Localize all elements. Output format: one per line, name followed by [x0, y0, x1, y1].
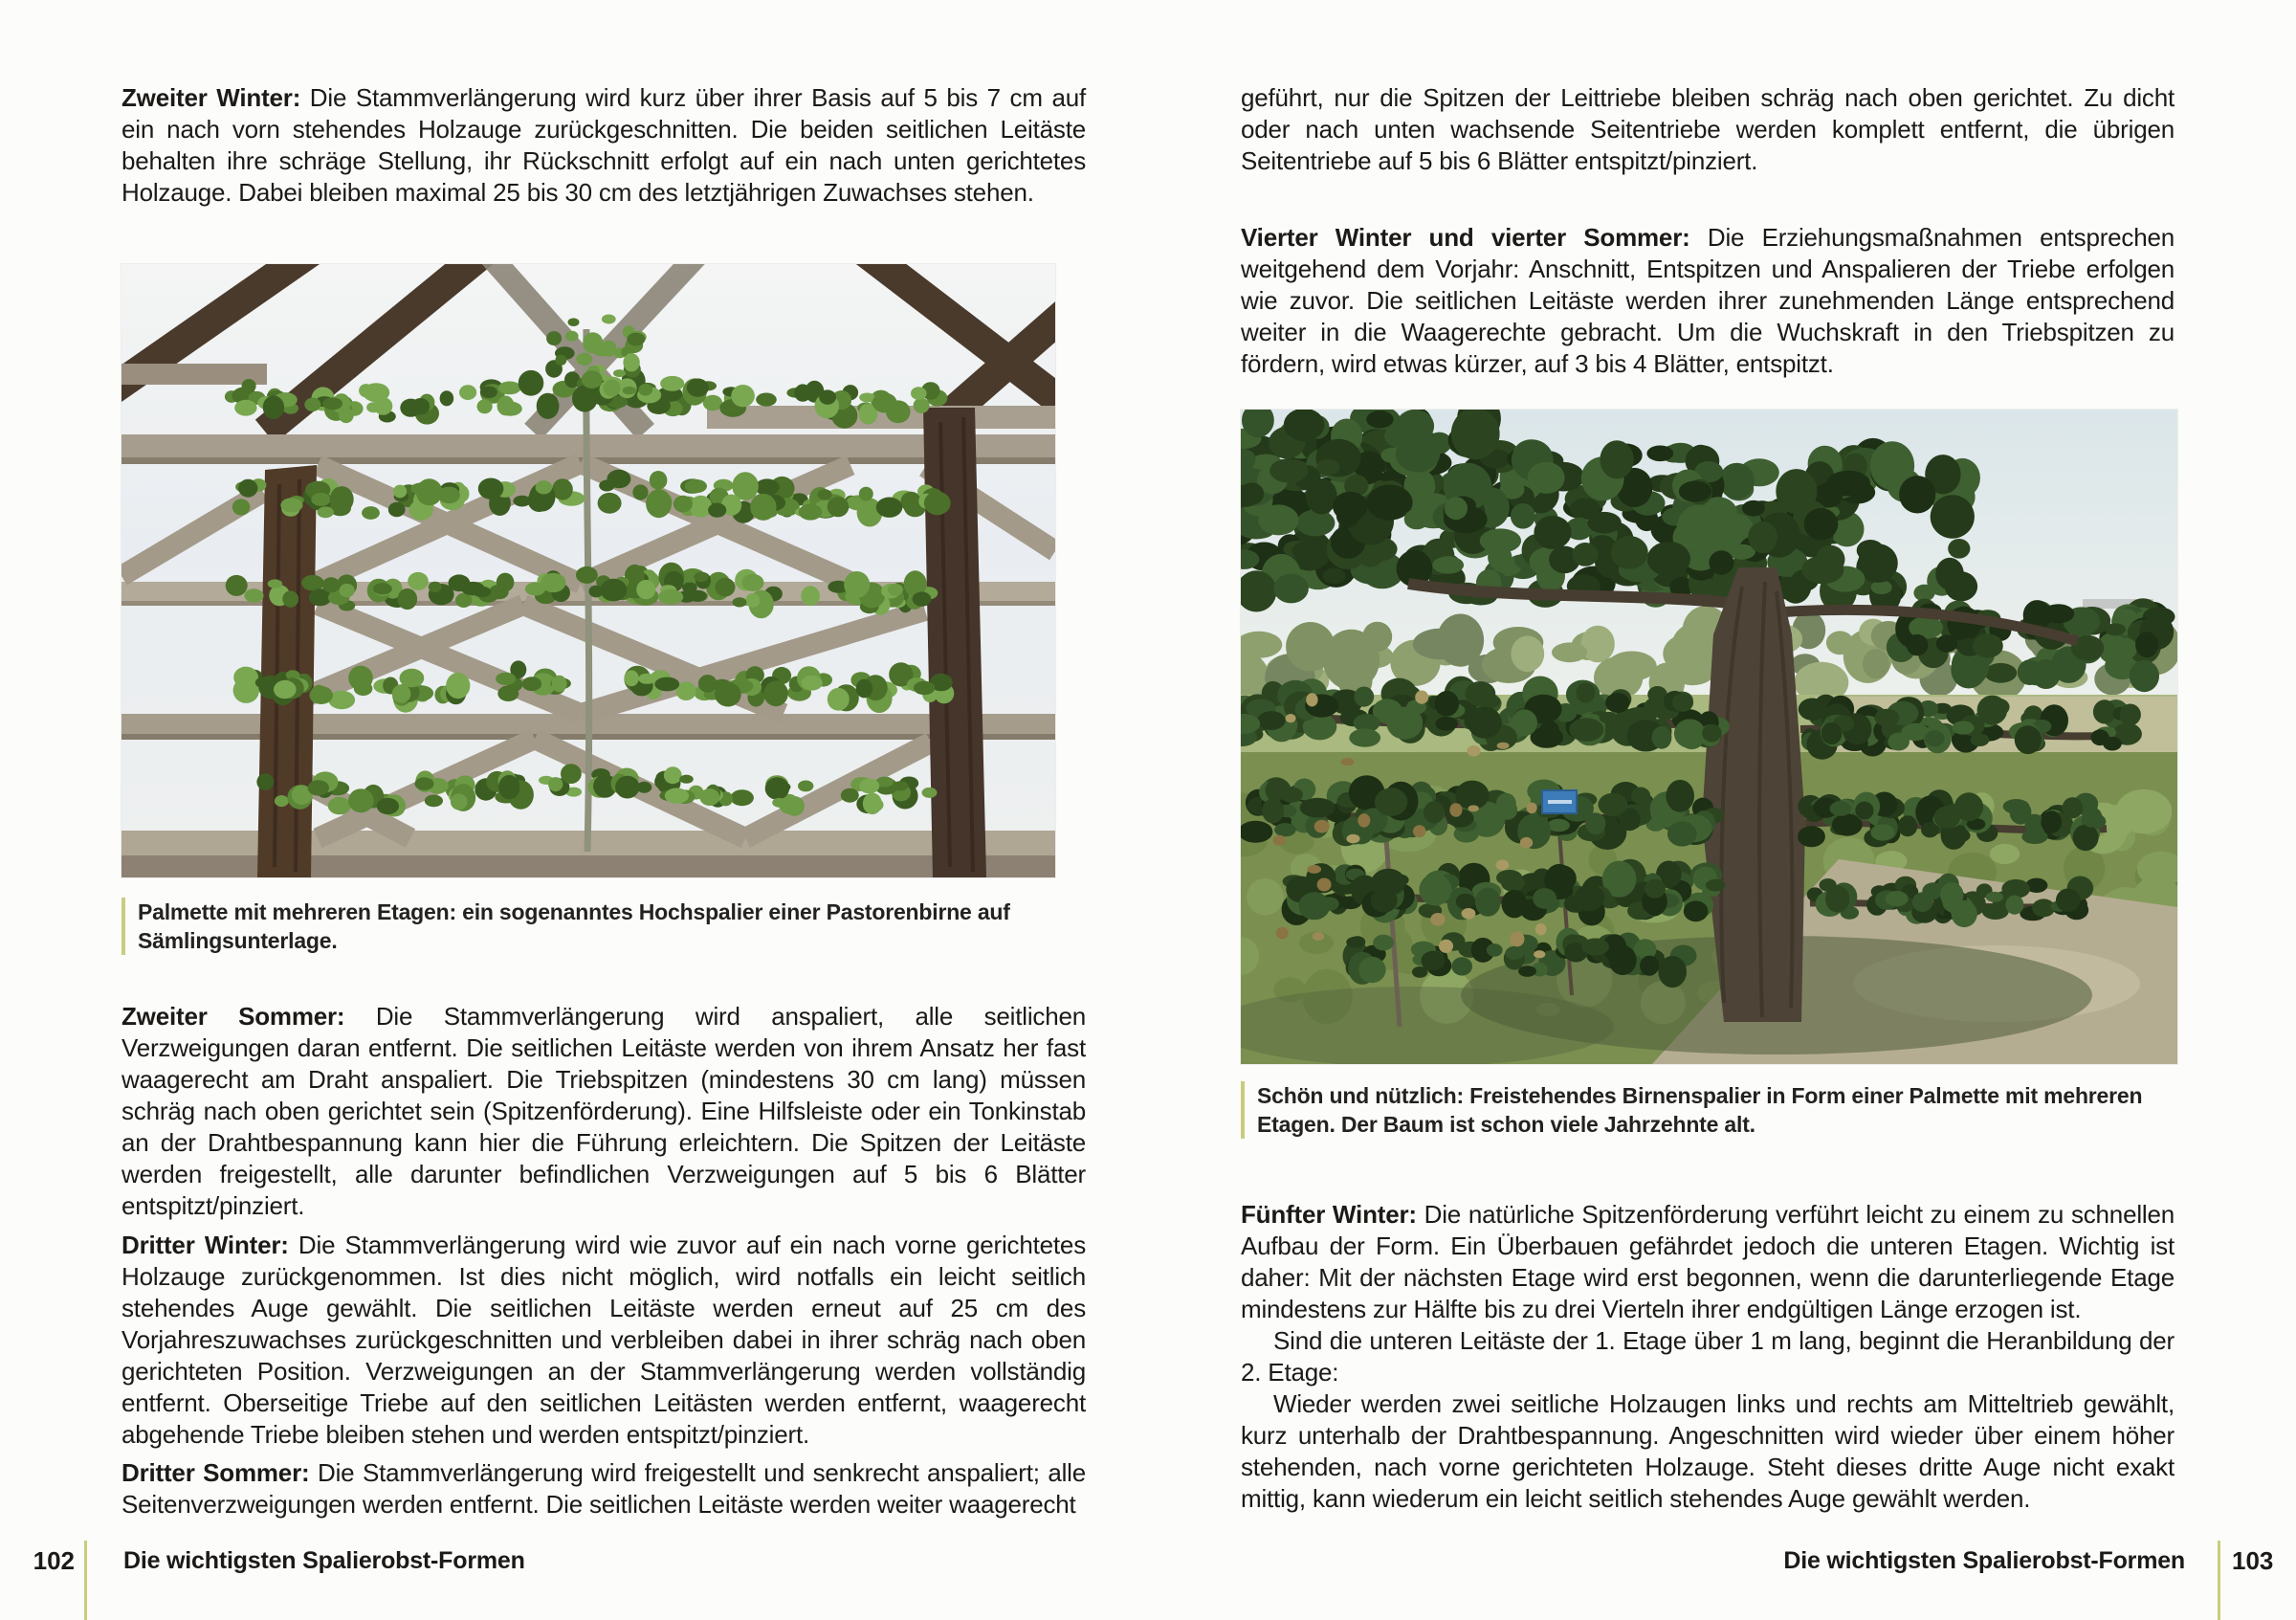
fuenfter-winter-block: [1241, 1199, 2175, 1515]
espalier-wall-photo: [121, 264, 1055, 877]
pear-espalier-illustration: [1241, 410, 2177, 1064]
paragraph-lead: Vierter Winter und vierter Sommer:: [1241, 223, 1690, 252]
paragraph-dritter-sommer: [121, 1457, 1086, 1520]
footer-rule: [2218, 1541, 2220, 1620]
paragraph-zweiter-winter: [121, 82, 1086, 209]
paragraph-continuation: [1241, 82, 2175, 177]
paragraph-vierter-winter-sommer: [1241, 222, 2175, 380]
right-page: [1148, 0, 2296, 1620]
paragraph-text: Die Erziehungsmaßnahmen entsprechen weitgehend dem Vorjahr: Anschnitt, Entspitzen und Anspalieren der Triebe erfolgen wie zuvor. Die seitlichen Leitäste werden ihrer zunehmenden Länge entsprechend weiter in die Waagerechte gebracht. Um die Wuchskraft in den Triebspitzen zu fördern, wird etwas kürzer, auf 3 bis 4 Blätter, entspitzt.: [1241, 223, 2175, 378]
paragraph-text: Die Stammverlängerung wird kurz über ihrer Basis auf 5 bis 7 cm auf ein nach vorn stehendes Holzauge zurückgeschnitten. Die beiden seitlichen Leitäste behalten ihre schräge Stellung, ihr Rückschnitt erfolgt auf ein nach unten gerichtetes Holzauge. Dabei bleiben maximal 25 bis 30 cm des letztjährigen Zuwachses stehen.: [121, 83, 1086, 207]
paragraph-lead: Zweiter Winter:: [121, 83, 301, 112]
blue-label-sign: [1542, 790, 1577, 813]
left-post: [257, 465, 317, 877]
photo-caption: [121, 898, 1037, 955]
paragraph-text: Die Stammverlängerung wird wie zuvor auf ein nach vorne gerichtetes Holzauge zurückgenommen. Ist dies nicht möglich, wird notfalls ein leicht seitlich stehendes Auge gewählt. Die seitlichen Leitäste werden erneut auf 25 cm des Vorjahreszuwachses zurückgeschnitten und verbleiben dabei in ihrer schräg nach oben gerichteten Position. Verzweigungen an der Stammverlängerung werden vollständig entfernt. Oberseitige Triebe auf den seitlichen Leitästen werden entfernt, waagerecht abgehende Triebe bleiben stehen und werden entspitzt/pinziert.: [121, 1231, 1086, 1449]
espalier-wall-illustration: [121, 264, 1055, 877]
paragraph-lead: Dritter Winter:: [121, 1231, 289, 1259]
footer-rule: [84, 1541, 87, 1620]
paragraph-lead: Zweiter Sommer:: [121, 1002, 345, 1031]
running-title: Die wichtigsten Spalierobst-Formen: [1783, 1547, 2185, 1574]
paragraph-text: Wieder werden zwei seitliche Holzaugen links und rechts am Mitteltrieb gewählt, kurz unterhalb der Drahtbespannung. Angeschnitten wird wieder über einem höher stehenden, nach vorne gerichteten Holzauge. Steht dieses dritte Auge nicht exakt mittig, kann wiederum ein leicht seitlich stehendes Auge gewählt werden.: [1241, 1389, 2175, 1513]
paragraph-etage: [1241, 1325, 2175, 1388]
paragraph-text: Die natürliche Spitzenförderung verführt leicht zu einem zu schnellen Aufbau der Form. Ein Überbauen gefährdet jedoch die unteren Etagen. Wichtig ist daher: Mit der nächsten Etage wird erst begonnen, wenn die darunterliegende Etage mindestens zur Hälfte bis zu drei Vierteln ihrer endgültigen Länge erzogen ist.: [1241, 1200, 2175, 1323]
paragraph-lead: Fünfter Winter:: [1241, 1200, 1417, 1229]
photo-caption: [1241, 1081, 2191, 1139]
paragraph-lead: Dritter Sommer:: [121, 1458, 310, 1487]
paragraph-text: Die Stammverlängerung wird anspaliert, alle seitlichen Verzweigungen daran entfernt. Die seitlichen Leitäste werden von ihrem Ansatz her fast waagerecht am Draht anspaliert. Die Triebspitzen (mindestens 30 cm lang) müssen schräg nach oben gerichtet sein (Spitzenförderung). Eine Hilfsleiste oder ein Tonkinstab an der Drahtbespannung kann hier die Führung erleichtern. Die Spitzen der Leitäste werden freigestellt, alle darunter befindlichen Verzweigungen auf 5 bis 6 Blätter entspitzt/pinziert.: [121, 1002, 1086, 1220]
caption-text: Palmette mit mehreren Etagen: ein sogenanntes Hochspalier einer Pastorenbirne auf Sämlingsunterlage.: [138, 899, 1010, 953]
paragraph-fuenfter-winter: [1241, 1199, 2175, 1325]
paragraph-text: geführt, nur die Spitzen der Leittriebe bleiben schräg nach oben gerichtet. Zu dicht oder nach unten wachsende Seitentriebe werden komplett entfernt, die übrigen Seitentriebe auf 5 bis 6 Blätter entspitzt/pinziert.: [1241, 83, 2175, 175]
paragraph-dritter-winter: [121, 1230, 1086, 1451]
paragraph-text: Die Stammverlängerung wird freigestellt und senkrecht anspaliert; alle Seitenverzweigungen werden entfernt. Die seitlichen Leitäste werden weiter waagerecht: [121, 1458, 1086, 1519]
paragraph-text: Sind die unteren Leitäste der 1. Etage über 1 m lang, beginnt die Heranbildung der 2. Etage:: [1241, 1326, 2175, 1387]
pear-espalier-photo: [1241, 410, 2177, 1064]
paragraph-zweiter-sommer: [121, 1001, 1086, 1222]
page-number: 102: [33, 1546, 75, 1575]
caption-text: Schön und nützlich: Freistehendes Birnenspalier in Form einer Palmette mit mehreren Etagen. Der Baum ist schon viele Jahrzehnte alt.: [1257, 1083, 2143, 1137]
page-number: 103: [2232, 1546, 2274, 1575]
running-title: Die wichtigsten Spalierobst-Formen: [123, 1547, 525, 1574]
paragraph-holzaugen: [1241, 1388, 2175, 1515]
